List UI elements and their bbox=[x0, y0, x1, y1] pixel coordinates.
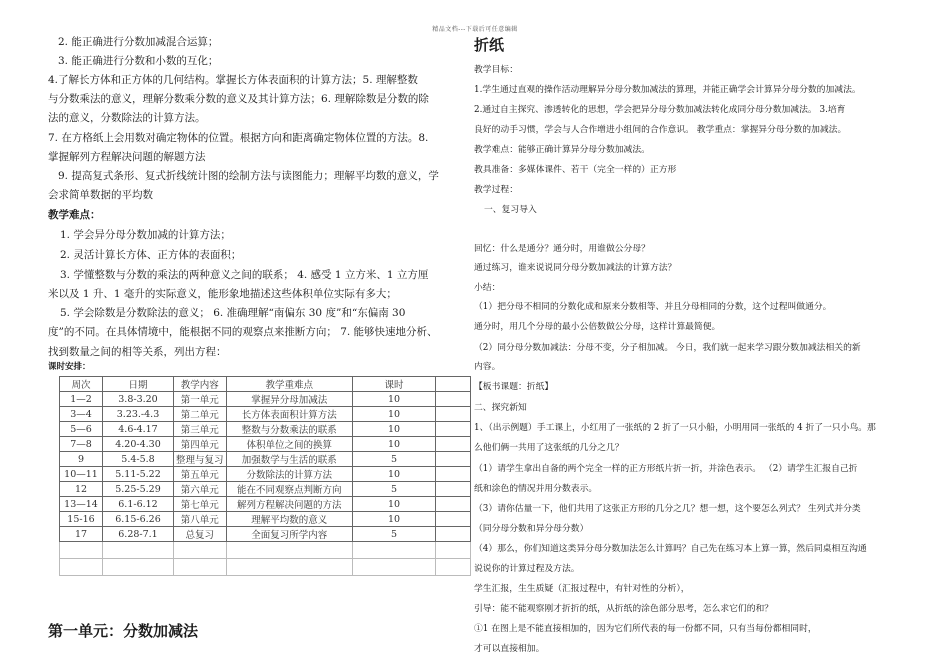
table-cell: 5 bbox=[353, 527, 436, 542]
table-cell: 第八单元 bbox=[174, 512, 227, 527]
table-cell: 1—2 bbox=[60, 392, 103, 407]
table-cell: 3.23.-4.3 bbox=[103, 407, 174, 422]
objective-line: 会求简单数据的平均数 bbox=[48, 189, 153, 201]
objective-line: 7. 在方格纸上会用数对确定物体的位置。根据方向和距离确定物体位置的方法。8. bbox=[48, 132, 429, 144]
table-row bbox=[60, 452, 471, 467]
table-cell: 5.25-5.29 bbox=[103, 482, 174, 497]
table-cell: 6.28-7.1 bbox=[103, 527, 174, 542]
page-header-note: 精品文档---下载后可任意编辑 bbox=[432, 26, 518, 33]
difficulty-heading: 教学难点： bbox=[48, 209, 101, 221]
lesson-line: 引导：能不能观察刚才折折的纸，从折纸的涂色部分思考，怎么求它们的和？ bbox=[474, 604, 774, 614]
lesson-line: （1）把分母不相同的分数化成和原来分数相等、并且分母相同的分数，这个过程叫做通分。 bbox=[474, 302, 832, 312]
lesson-line: 教学过程： bbox=[474, 185, 518, 195]
table-cell: 6.1-6.12 bbox=[103, 497, 174, 512]
table-cell: 掌握异分母加减法 bbox=[226, 392, 352, 407]
table-row bbox=[60, 422, 471, 437]
objective-line: 2. 能正确进行分数加减混合运算； bbox=[58, 36, 219, 48]
unit-title: 第一单元：分数加减法 bbox=[48, 622, 199, 640]
table-blank-cell bbox=[436, 467, 471, 482]
table-blank-cell bbox=[436, 497, 471, 512]
lesson-line: 纸和涂色的情况并用分数表示。 bbox=[474, 484, 598, 494]
table-cell: 10 bbox=[353, 392, 436, 407]
table-row bbox=[60, 407, 471, 422]
table-row bbox=[60, 482, 471, 497]
table-cell: 整理与复习 bbox=[174, 452, 227, 467]
objective-line: 3. 能正确进行分数和小数的互化； bbox=[58, 55, 219, 67]
table-blank-cell bbox=[436, 422, 471, 437]
table-header: 周次 bbox=[60, 377, 103, 392]
table-cell: 4.6-4.17 bbox=[103, 422, 174, 437]
table-cell: 全面复习所学内容 bbox=[226, 527, 352, 542]
table-cell: 第一单元 bbox=[174, 392, 227, 407]
objective-line: 4.了解长方体和正方体的几何结构。掌握长方体表面积的计算方法；5. 理解整数 bbox=[48, 74, 418, 86]
lesson-line: 内容。 bbox=[474, 362, 501, 372]
table-cell: 加强数学与生活的联系 bbox=[226, 452, 352, 467]
table-row bbox=[60, 467, 471, 482]
lesson-line: 教学目标： bbox=[474, 65, 518, 75]
table-cell: 长方体表面积计算方法 bbox=[226, 407, 352, 422]
difficulty-line: 3. 学懂整数与分数的乘法的两种意义之间的联系； 4. 感受 1 立方米、1 立方厘 bbox=[60, 269, 429, 281]
table-row bbox=[60, 527, 471, 542]
table-blank-cell bbox=[436, 452, 471, 467]
table-cell: 3.8-3.20 bbox=[103, 392, 174, 407]
table-cell: 第二单元 bbox=[174, 407, 227, 422]
table-cell: 4.20-4.30 bbox=[103, 437, 174, 452]
lesson-line: 学生汇报，生生质疑（汇报过程中，有针对性的分析）， bbox=[474, 584, 690, 594]
table-cell: 5—6 bbox=[60, 422, 103, 437]
lesson-line: 二、探究新知 bbox=[474, 403, 527, 413]
lesson-line: 教学难点：能够正确计算异分母分数加减法。 bbox=[474, 145, 650, 155]
table-cell: 10 bbox=[353, 407, 436, 422]
table-row bbox=[60, 497, 471, 512]
table-blank-cell bbox=[436, 512, 471, 527]
table-empty-row bbox=[60, 559, 471, 576]
table-cell: 5 bbox=[353, 482, 436, 497]
table-cell: 7—8 bbox=[60, 437, 103, 452]
table-row bbox=[60, 437, 471, 452]
objective-line: 与分数乘法的意义，理解分数乘分数的意义及其计算方法；6. 理解除数是分数的除 bbox=[48, 93, 429, 105]
lesson-line: （2）同分母分数加减法：分母不变，分子相加减。 今日，我们就一起来学习跟分数加减法相关的新 bbox=[474, 343, 861, 353]
table-header: 课时 bbox=[353, 377, 436, 392]
table-cell: 5.11-5.22 bbox=[103, 467, 174, 482]
lesson-line: 1、（出示例题）手工课上，小红用了一张纸的 2 折了一只小船，小明用同一张纸的 4 折了一只小鸟。那 bbox=[474, 423, 876, 433]
difficulty-line: 2. 灵活计算长方体、正方体的表面积； bbox=[60, 249, 242, 261]
table-header-row bbox=[60, 377, 471, 392]
lesson-line: 么他们俩一共用了这张纸的几分之几？ bbox=[474, 443, 624, 453]
table-row bbox=[60, 392, 471, 407]
table-cell: 10 bbox=[353, 497, 436, 512]
difficulty-line: 度”的不同。在具体情境中，能根据不同的观察点来推断方向； 7. 能够快速地分析、 bbox=[48, 326, 438, 338]
lesson-title: 折纸 bbox=[474, 36, 505, 54]
lesson-line: 通分时，用几个分母的最小公倍数做公分母，这样计算最简便。 bbox=[474, 322, 721, 332]
table-cell: 9 bbox=[60, 452, 103, 467]
table-cell: 第五单元 bbox=[174, 467, 227, 482]
table-cell: 10 bbox=[353, 467, 436, 482]
lesson-line: 1.学生通过直观的操作活动理解异分母分数加减法的算理，并能正确学会计算异分母分数的加减法。 bbox=[474, 85, 861, 95]
lesson-line: 通过练习，谁来说说同分母分数加减法的计算方法？ bbox=[474, 263, 677, 273]
lesson-line: 小结： bbox=[474, 283, 501, 293]
objective-line: 法的意义，分数除法的计算方法。 bbox=[48, 112, 206, 124]
table-empty-row bbox=[60, 542, 471, 559]
lesson-line: 回忆：什么是通分？通分时，用谁做公分母？ bbox=[474, 244, 650, 254]
lesson-line: 说说你的计算过程及方法。 bbox=[474, 564, 580, 574]
lesson-line: （同分母分数和异分母分数） bbox=[474, 524, 589, 534]
lesson-line: （1）请学生拿出自备的两个完全一样的正方形纸片折一折，并涂色表示。 （2）请学生汇报自己折 bbox=[474, 464, 858, 474]
objective-line: 掌握解列方程解决问题的解题方法 bbox=[48, 151, 206, 163]
table-cell: 10 bbox=[353, 422, 436, 437]
table-cell: 10—11 bbox=[60, 467, 103, 482]
table-row bbox=[60, 512, 471, 527]
table-header: 教学重难点 bbox=[226, 377, 352, 392]
lesson-line: 教具准备：多媒体课件、若干（完全一样的）正方形 bbox=[474, 165, 677, 175]
lesson-line: 一、复习导入 bbox=[484, 205, 537, 215]
difficulty-line: 5. 学会除数是分数除法的意义； 6. 准确理解“南偏东 30 度”和“东偏南 30 bbox=[60, 307, 406, 319]
table-cell: 解列方程解决问题的方法 bbox=[226, 497, 352, 512]
table-cell: 5 bbox=[353, 452, 436, 467]
table-cell: 第七单元 bbox=[174, 497, 227, 512]
table-cell: 12 bbox=[60, 482, 103, 497]
table-cell: 整数与分数乘法的联系 bbox=[226, 422, 352, 437]
table-cell: 10 bbox=[353, 512, 436, 527]
lesson-line: （4）那么，你们知道这类异分母分数加法怎么计算吗？自己先在练习本上算一算，然后同桌相互沟通 bbox=[474, 544, 867, 554]
lesson-line: ①1 在图上是不能直接相加的，因为它们所代表的每一份都不同，只有当每份都相同时， bbox=[474, 624, 817, 634]
table-blank-cell bbox=[436, 377, 471, 392]
table-header: 教学内容 bbox=[174, 377, 227, 392]
lesson-line: 良好的动手习惯，学会与人合作增进小组间的合作意识。 教学重点：掌握异分母分数的加减法。 bbox=[474, 125, 847, 135]
table-cell: 10 bbox=[353, 437, 436, 452]
table-cell: 3—4 bbox=[60, 407, 103, 422]
table-cell: 体积单位之间的换算 bbox=[226, 437, 352, 452]
table-cell: 6.15-6.26 bbox=[103, 512, 174, 527]
lesson-line: 才可以直接相加。 bbox=[474, 644, 545, 654]
difficulty-line: 1. 学会异分母分数加减的计算方法； bbox=[60, 229, 231, 241]
table-header: 日期 bbox=[103, 377, 174, 392]
table-blank-cell bbox=[436, 407, 471, 422]
table-cell: 总复习 bbox=[174, 527, 227, 542]
table-blank-cell bbox=[436, 527, 471, 542]
difficulty-line: 米以及 1 升、1 毫升的实际意义，能形象地描述这些体积单位实际有多大； bbox=[48, 288, 397, 300]
table-cell: 能在不同观察点判断方向 bbox=[226, 482, 352, 497]
table-cell: 17 bbox=[60, 527, 103, 542]
table-cell: 第六单元 bbox=[174, 482, 227, 497]
table-cell: 15-16 bbox=[60, 512, 103, 527]
lesson-line: 2.通过自主探究、渗透转化的思想，学会把异分母分数加减法转化成同分母分数加减法。 3.培育 bbox=[474, 105, 846, 115]
schedule-table bbox=[59, 376, 471, 576]
lesson-line: （3）请你估量一下，他们共用了这张正方形的几分之几？想一想，这个要怎么列式？ 生列式并分类 bbox=[474, 504, 861, 514]
lesson-line: 【板书课题：折纸】 bbox=[474, 382, 554, 392]
table-cell: 理解平均数的意义 bbox=[226, 512, 352, 527]
table-cell: 分数除法的计算方法 bbox=[226, 467, 352, 482]
table-cell: 第四单元 bbox=[174, 437, 227, 452]
schedule-heading: 课时安排： bbox=[48, 362, 91, 372]
table-cell: 13—14 bbox=[60, 497, 103, 512]
table-cell: 5.4-5.8 bbox=[103, 452, 174, 467]
table-cell: 第三单元 bbox=[174, 422, 227, 437]
table-blank-cell bbox=[436, 392, 471, 407]
table-blank-cell bbox=[436, 437, 471, 452]
objective-line: 9. 提高复式条形、复式折线统计图的绘制方法与读图能力；理解平均数的意义，学 bbox=[58, 170, 439, 182]
difficulty-line: 找到数量之间的相等关系，列出方程： bbox=[48, 346, 227, 358]
table-blank-cell bbox=[436, 482, 471, 497]
